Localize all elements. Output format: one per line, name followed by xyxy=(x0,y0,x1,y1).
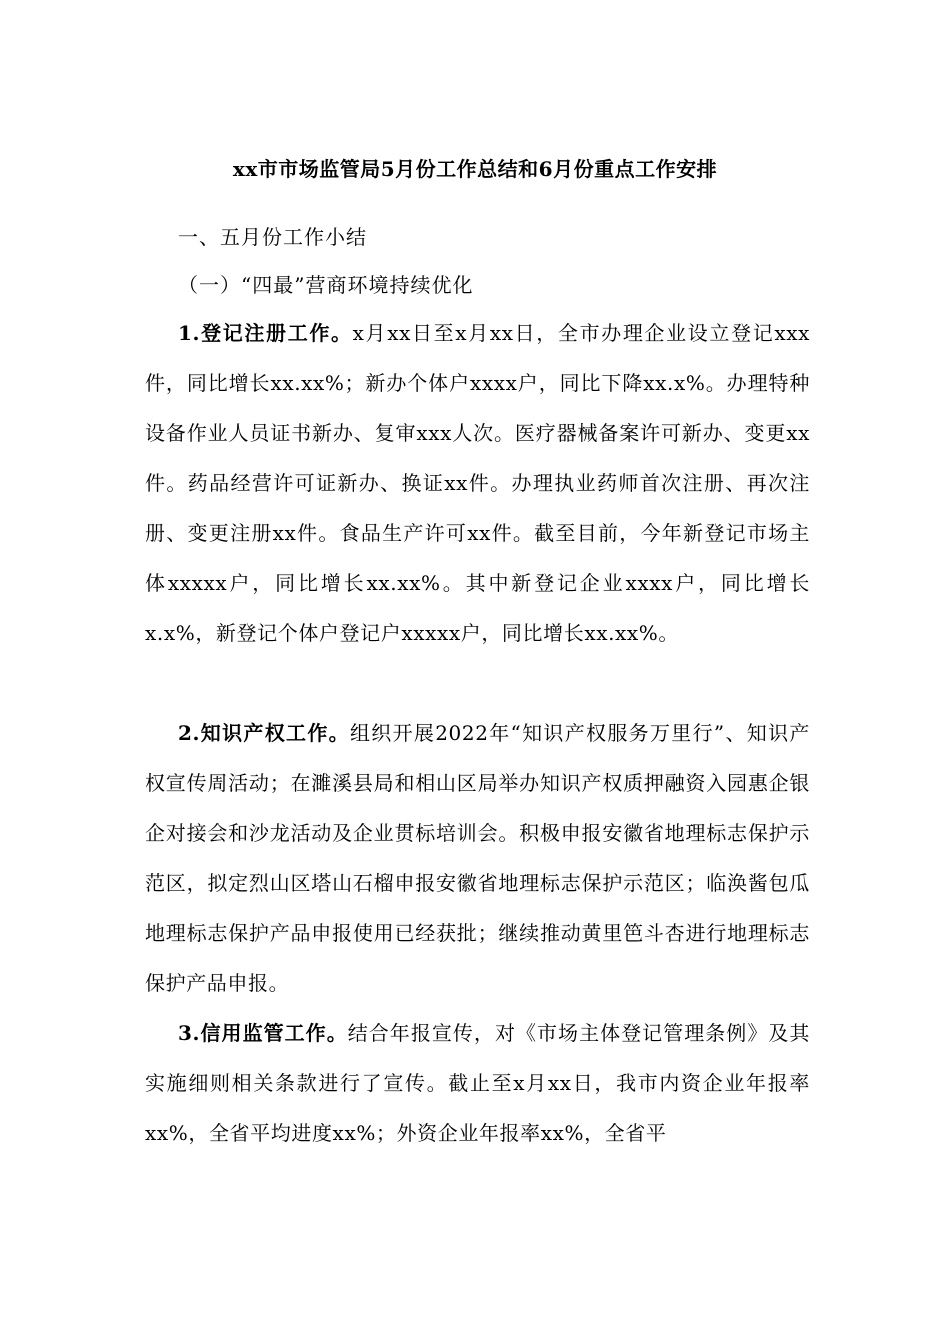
paragraph-registration xyxy=(145,308,810,658)
paragraph-body: 组织开展2022年“知识产权服务万里行”、知识产权宣传周活动；在濉溪县局和相山区局举办知识产权质押融资入园惠企银企对接会和沙龙活动及企业贯标培训会。积极申报安徽省地理标志保护示范区，拟定烈山区塔山石榴申报安徽省地理标志保护示范区；临涣酱包瓜地理标志保护产品申报使用已经获批；继续推动黄里笆斗杏进行地理标志保护产品申报。 xyxy=(145,721,810,995)
subsection-heading: （一）“四最”营商环境持续优化 xyxy=(178,273,474,297)
paragraph-body: x月xx日至x月xx日，全市办理企业设立登记xxx件，同比增长xx.xx%；新办个体户xxxx户，同比下降xx.x%。办理特种设备作业人员证书新办、复审xxx人次。医疗器械备案许可新办、变更xx件。药品经营许可证新办、换证xx件。办理执业药师首次注册、再次注册、变更注册xx件。食品生产许可xx件。截至目前，今年新登记市场主体xxxxx户，同比增长xx.xx%。其中新登记企业xxxx户，同比增长x.x%，新登记个体户登记户xxxxx户，同比增长xx.xx%。 xyxy=(145,321,810,645)
paragraph-lead: 2.知识产权工作。 xyxy=(178,721,350,745)
document-title: xx市市场监管局5月份工作总结和6月份重点工作安排 xyxy=(232,157,718,181)
paragraph-body: 结合年报宣传，对《市场主体登记管理条例》及其实施细则相关条款进行了宣传。截止至x月xx日，我市内资企业年报率xx%，全省平均进度xx%；外资企业年报率xx%，全省平 xyxy=(145,1021,810,1145)
paragraph-lead: 1.登记注册工作。 xyxy=(178,321,353,345)
paragraph-lead: 3.信用监管工作。 xyxy=(178,1021,348,1045)
paragraph-credit-supervision xyxy=(145,1008,810,1158)
paragraph-intellectual-property xyxy=(145,708,810,1008)
section-heading: 一、五月份工作小结 xyxy=(178,225,367,249)
